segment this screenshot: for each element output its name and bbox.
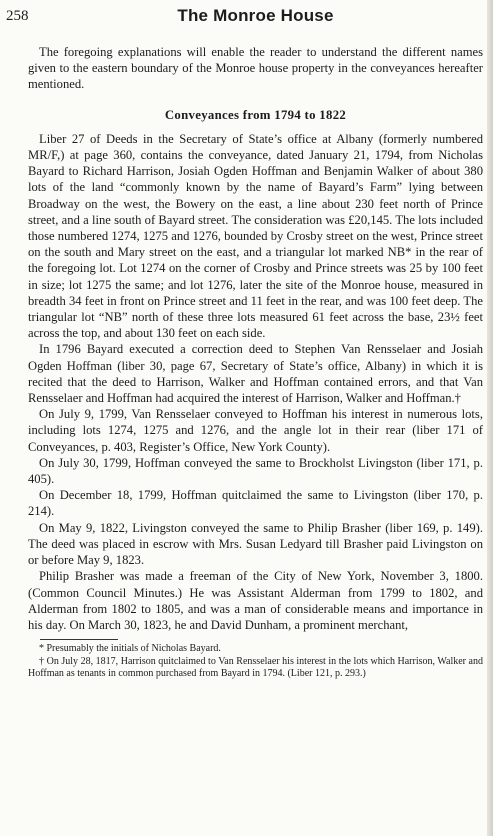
page-header [6,0,483,36]
running-title: The Monroe House [177,6,334,25]
paragraph: In 1796 Bayard executed a correction deed to Stephen Van Rensselaer and Josiah Ogden Hoffman (liber 30, page 67, Secretary of State’s office, Albany) in which it is recited that the deed to Harrison, Walker and Hoffman contained errors, and that Van Rensselaer and Hoffman had acquired the interest of Harrison, Walker and Hoffman.† [28,342,483,406]
footnote: * Presumably the initials of Nicholas Bayard. [39,643,221,655]
paragraph: On December 18, 1799, Hoffman quitclaimed the same to Livingston (liber 170, p. 214). [28,488,483,519]
paragraph: Philip Brasher was made a freeman of the City of New York, November 3, 1800. (Common Council Minutes.) He was Assistant Alderman from 1799 to 1802, and Alderman from 1802 to 1805, and was a man of considerable means and importance in his day. On March 30, 1823, he and David Dunham, a prominent merchant, [28,569,483,632]
footnotes [28,643,483,680]
paragraph: Liber 27 of Deeds in the Secretary of State’s office at Albany (formerly numbered MR/F,) at page 360, contains the conveyance, dated January 21, 1794, from Nicholas Bayard to Richard Harrison, Josiah Ogden Hoffman and Benjamin Walker of about 380 lots of the land “commonly known by the name of Bayard’s Farm” lying between Broadway on the west, the Bowery on the east, a line about 230 feet north of Prince street, and a line south of Bayard street. The consideration was £20,145. The lots included those numbered 1274, 1275 and 1276, bounded by Crosby street on the west, Prince street on the south and Mary street on the east, and a triangular lot marked NB* in the rear of the foregoing lot. Lot 1274 on the corner of Crosby and Prince streets was 25 by 100 feet in size; lot 1275 the same; and lot 1276, later the site of the Monroe house, measured in breadth 34 feet in front on Prince street and 11 feet in the rear, and was 100 feet deep. The triangular lot “NB” north of these three lots measured 61 feet across the base, 23½ feet across the top, and about 130 feet on each side. [28,131,483,341]
paragraph: On May 9, 1822, Livingston conveyed the same to Philip Brasher (liber 169, p. 149). The deed was placed in escrow with Mrs. Susan Ledyard till Brasher paid Livingston on or before May 9, 1823. [28,520,483,568]
page-edge-shadow [487,0,493,836]
body-text [28,44,483,633]
section-heading: Conveyances from 1794 to 1822 [164,107,347,122]
paragraph: On July 9, 1799, Van Rensselaer conveyed to Hoffman his interest in numerous lots, including lots 1274, 1275 and 1276, and the angle lot in their rear (liber 171 of Conveyances, p. 403, Register’s Office, New York County). [28,407,483,454]
page-number: 258 [6,8,29,24]
footnote: † On July 28, 1817, Harrison quitclaimed to Van Rensselaer his interest in the lots which Harrison, Walker and Hoffman as tenants in common purchased from Bayard in 1794. (Liber 121, p. 293.) [28,655,483,679]
footnote-divider [40,639,118,640]
paragraph: On July 30, 1799, Hoffman conveyed the same to Brockholst Livingston (liber 171, p. 405). [28,455,483,487]
intro-paragraph: The foregoing explanations will enable the reader to understand the different names given to the eastern boundary of the Monroe house property in the conveyances hereafter mentioned. [28,45,483,92]
